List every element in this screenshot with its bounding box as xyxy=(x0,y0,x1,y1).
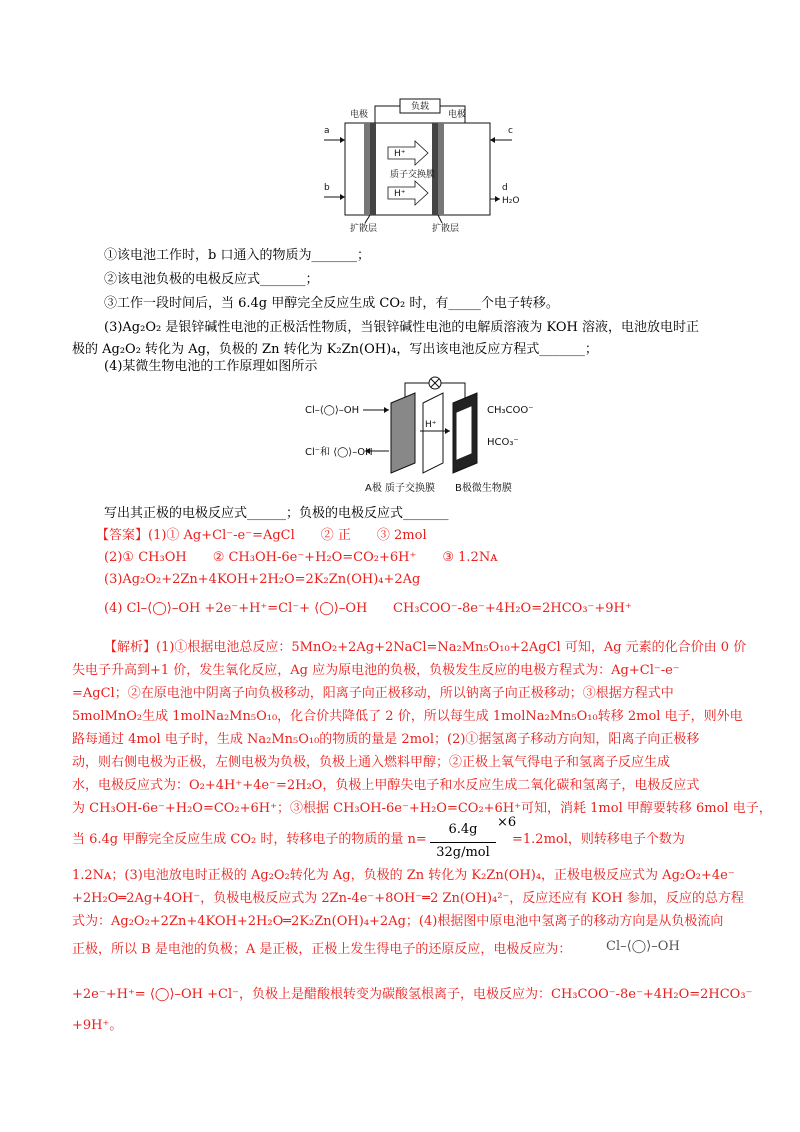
answer-line4-left: (4) Cl–⟨◯⟩–OH +2e⁻+H⁺=Cl⁻+ ⟨◯⟩–OH xyxy=(104,601,368,616)
analysis-line2: 失电子升高到+1 价，发生氧化反应，Ag 应为原电池的负极，负极发生反应的电极方程式为：Ag+Cl⁻-e⁻ xyxy=(72,663,680,678)
port-a: a xyxy=(324,126,330,136)
question-4: (4)某微生物电池的工作原理如图所示 xyxy=(104,359,318,374)
answer-line1: 【答案】(1)① Ag+Cl⁻-e⁻=AgCl ② 正 ③ 2mol xyxy=(96,528,427,543)
electrode-left-label: 电极 xyxy=(350,110,369,120)
b-electrode-label: B极微生物膜 xyxy=(455,483,512,494)
microbial-cell-diagram xyxy=(305,373,555,498)
analysis-line9-right: =1.2mol，则转移电子个数为 xyxy=(512,832,685,847)
question-2-1: ①该电池工作时，b 口通入的物质为_______； xyxy=(104,248,370,263)
fraction-numerator: 6.4g xyxy=(448,822,478,837)
fraction-bar xyxy=(430,842,496,843)
hco3-label: HCO₃⁻ xyxy=(487,437,519,448)
chlorophenol-label: Cl–⟨◯⟩–OH xyxy=(305,405,360,416)
h2o-label: H₂O xyxy=(502,196,520,206)
h-plus-1: H⁺ xyxy=(394,149,406,159)
load-label: 负载 xyxy=(410,102,430,112)
analysis-line13-molecule: Cl–⟨◯⟩–OH xyxy=(606,939,680,954)
answer-line2: (2)① CH₃OH ② CH₃OH-6e⁻+H₂O=CO₂+6H⁺ ③ 1.2Nᴀ xyxy=(104,550,498,565)
analysis-line9-left: 当 6.4g 甲醇完全反应生成 CO₂ 时，转移电子的物质的量 n= xyxy=(72,832,427,847)
analysis-line11: +2H₂O═2Ag+4OH⁻，负极电极反应式为 2Zn-4e⁻+8OH⁻═2 Zn(OH)₄²⁻，反应还应有 KOH 参加，反应的总方程 xyxy=(72,891,744,906)
analysis-line7: 水，电极反应式为：O₂+4H⁺+4e⁻=2H₂O，负极上甲醇失电子和水反应生成二氧化碳和氢离子，电极反应式 xyxy=(72,778,700,793)
diffusion-right-label: 扩散层 xyxy=(432,224,460,234)
phenol-label: Cl⁻和 ⟨◯⟩–OH xyxy=(305,447,373,458)
h-plus-2: H⁺ xyxy=(394,189,406,199)
analysis-line4: 5molMnO₂生成 1molNa₂Mn₅O₁₀，化合价共降低了 2 价，所以每生成 1molNa₂Mn₅O₁₀转移 2mol 电子，则外电 xyxy=(72,709,743,724)
fraction-denominator: 32g/mol xyxy=(436,845,490,860)
question-3-line2: 极的 Ag₂O₂ 转化为 Ag，负极的 Zn 转化为 K₂Zn(OH)₄，写出该电池反应方程式_______； xyxy=(72,342,598,357)
fuel-cell-diagram xyxy=(320,95,520,235)
membrane-label: 质子交换膜 xyxy=(390,170,436,180)
analysis-line13: 正极，所以 B 是电池的负极；A 是正极，正极上发生得电子的还原反应，电极反应为： xyxy=(72,942,572,957)
h-plus-label: H⁺ xyxy=(425,420,437,430)
question-2-3: ③工作一段时间后，当 6.4g 甲醇完全反应生成 CO₂ 时，有_____个电子转移。 xyxy=(104,296,559,311)
answer-line4-right: CH₃COO⁻-8e⁻+4H₂O=2HCO₃⁻+9H⁺ xyxy=(393,601,632,616)
fraction-multiplier: ×6 xyxy=(497,815,517,830)
question-2-2: ②该电池负极的电极反应式_______； xyxy=(104,272,319,287)
analysis-line1: 【解析】(1)①根据电池总反应：5MnO₂+2Ag+2NaCl=Na₂Mn₅O₁₀+2AgCl 可知，Ag 元素的化合价由 0 价 xyxy=(104,640,747,655)
analysis-line5: 路每通过 4mol 电子时，生成 Na₂Mn₅O₁₀的物质的量是 2mol；(2)①据氢离子移动方向知，阳离子向正极移 xyxy=(72,732,700,747)
port-c: c xyxy=(508,126,513,136)
electrode-right-label: 电极 xyxy=(448,110,467,120)
answer-line3: (3)Ag₂O₂+2Zn+4KOH+2H₂O=2K₂Zn(OH)₄+2Ag xyxy=(104,572,421,587)
analysis-line10: 1.2Nᴀ；(3)电池放电时正极的 Ag₂O₂转化为 Ag，负极的 Zn 转化为 K₂Zn(OH)₄，正极电极反应式为 Ag₂O₂+4e⁻ xyxy=(72,868,735,883)
analysis-line6: 动，则右侧电极为正极，左侧电极为负极，负极上通入燃料甲醇；②正极上氧气得电子和氢离子反应生成 xyxy=(72,755,671,770)
port-b: b xyxy=(324,183,330,193)
a-electrode-label: A极 质子交换膜 xyxy=(365,483,436,494)
port-d: d xyxy=(502,183,508,193)
question-3-line1: (3)Ag₂O₂ 是银锌碱性电池的正极活性物质，当银锌碱性电池的电解质溶液为 KOH 溶液，电池放电时正 xyxy=(104,320,699,335)
analysis-line15: +9H⁺。 xyxy=(72,1018,123,1033)
analysis-line3: =AgCl；②在原电池中阴离子向负极移动，阳离子向正极移动，所以钠离子向正极移动；③根据方程式中 xyxy=(72,686,674,701)
ch3coo-label: CH₃COO⁻ xyxy=(487,405,534,416)
analysis-line12: 式为：Ag₂O₂+2Zn+4KOH+2H₂O═2K₂Zn(OH)₄+2Ag；(4)根据图中原电池中氢离子的移动方向是从负极流向 xyxy=(72,914,724,929)
diffusion-left-label: 扩散层 xyxy=(350,224,378,234)
analysis-line8: 为 CH₃OH-6e⁻+H₂O=CO₂+6H⁺；③根据 CH₃OH-6e⁻+H₂O=CO₂+6H⁺可知，消耗 1mol 甲醇要转移 6mol 电子， xyxy=(72,801,772,816)
question-4-ask: 写出其正极的电极反应式______；负极的电极反应式_______ xyxy=(104,506,449,521)
analysis-line14: +2e⁻+H⁺= ⟨◯⟩–OH +Cl⁻，负极上是醋酸根转变为碳酸氢根离子，电极反应为：CH₃COO⁻-8e⁻+4H₂O=2HCO₃⁻ xyxy=(72,987,753,1002)
